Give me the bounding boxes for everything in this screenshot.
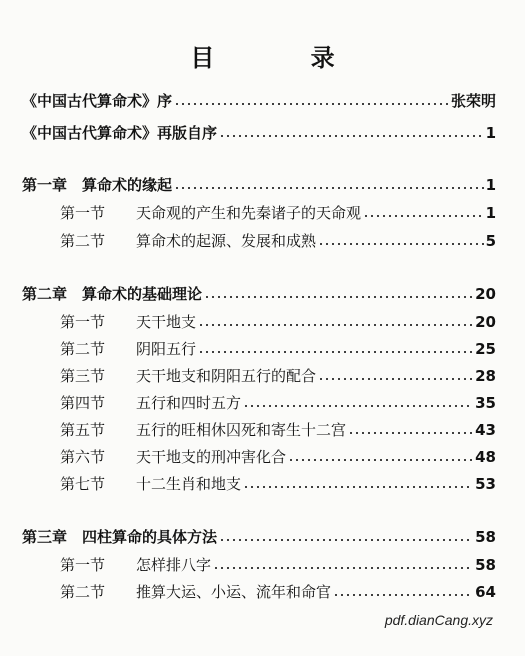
- toc-entry-page: 25: [475, 340, 496, 358]
- toc-section-2-1[interactable]: [60, 313, 496, 331]
- toc-entry-label: 推算大运、小运、流年和命官: [136, 583, 332, 601]
- toc-entry-label: 第三章 四柱算命的具体方法: [22, 528, 218, 546]
- section-number: 第二节: [60, 340, 106, 358]
- toc-entry-label: 天命观的产生和先秦诸子的天命观: [136, 204, 362, 222]
- dot-leader: [333, 593, 473, 597]
- section-number: 第四节: [60, 394, 106, 412]
- dot-leader: [243, 485, 473, 489]
- toc-section-2-7[interactable]: [60, 475, 496, 493]
- toc-entry-page: 64: [475, 583, 496, 601]
- toc-entry-label: 五行和四时五方: [136, 394, 242, 412]
- toc-entry-page: 20: [475, 313, 496, 331]
- toc-entry-label: 天干地支: [136, 313, 197, 331]
- toc-entry-label: 《中国古代算命术》再版自序: [22, 124, 218, 142]
- toc-entry-reprint-preface[interactable]: [22, 124, 496, 142]
- toc-entry-label: 十二生肖和地支: [136, 475, 242, 493]
- toc-entry-label: 天干地支和阴阳五行的配合: [136, 367, 317, 385]
- toc-section-1-1[interactable]: [60, 204, 496, 222]
- toc-entry-page: 1: [485, 204, 496, 222]
- toc-section-2-5[interactable]: [60, 421, 496, 439]
- toc-entry-label: 阴阳五行: [136, 340, 197, 358]
- toc-entry-page: 58: [475, 556, 496, 574]
- section-number: 第二节: [60, 583, 106, 601]
- dot-leader: [174, 186, 484, 190]
- toc-section-2-6[interactable]: [60, 448, 496, 466]
- toc-entry-label: 五行的旺相休囚死和寄生十二宫: [136, 421, 347, 439]
- dot-leader: [219, 538, 473, 542]
- toc-section-2-4[interactable]: [60, 394, 496, 412]
- toc-section-2-3[interactable]: [60, 367, 496, 385]
- dot-leader: [213, 566, 473, 570]
- toc-section-1-2[interactable]: [60, 232, 496, 250]
- toc-entry-label: 天干地支的刑冲害化合: [136, 448, 287, 466]
- toc-entry-label: 第一章 算命术的缘起: [22, 176, 173, 194]
- toc-entry-page: 28: [475, 367, 496, 385]
- dot-leader: [198, 350, 473, 354]
- toc-entry-label: 第二章 算命术的基础理论: [22, 285, 203, 303]
- toc-chapter-2[interactable]: [22, 285, 496, 303]
- toc-entry-preface[interactable]: [22, 92, 496, 110]
- section-number: 第七节: [60, 475, 106, 493]
- toc-entry-page: 1: [485, 176, 496, 194]
- dot-leader: [318, 242, 484, 246]
- toc-chapter-1[interactable]: [22, 176, 496, 194]
- toc-entry-page: 48: [475, 448, 496, 466]
- toc-entry-label: 怎样排八字: [136, 556, 212, 574]
- dot-leader: [288, 458, 473, 462]
- dot-leader: [174, 102, 449, 106]
- toc-entry-label: 《中国古代算命术》序: [22, 92, 173, 110]
- watermark-url: pdf.dianCang.xyz: [384, 612, 493, 628]
- page-title: 目 录: [190, 43, 379, 72]
- toc-entry-page: 43: [475, 421, 496, 439]
- section-number: 第六节: [60, 448, 106, 466]
- dot-leader: [243, 404, 473, 408]
- toc-entry-label: 算命术的起源、发展和成熟: [136, 232, 317, 250]
- dot-leader: [348, 431, 473, 435]
- toc-entry-page: 35: [475, 394, 496, 412]
- section-number: 第一节: [60, 204, 106, 222]
- toc-section-3-2[interactable]: [60, 583, 496, 601]
- section-number: 第三节: [60, 367, 106, 385]
- toc-section-3-1[interactable]: [60, 556, 496, 574]
- dot-leader: [198, 323, 473, 327]
- section-number: 第五节: [60, 421, 106, 439]
- section-number: 第一节: [60, 556, 106, 574]
- toc-entry-page: 5: [485, 232, 496, 250]
- toc-entry-page: 58: [475, 528, 496, 546]
- dot-leader: [204, 295, 473, 299]
- section-number: 第一节: [60, 313, 106, 331]
- toc-section-2-2[interactable]: [60, 340, 496, 358]
- toc-chapter-3[interactable]: [22, 528, 496, 546]
- toc-entry-page: 53: [475, 475, 496, 493]
- dot-leader: [318, 377, 473, 381]
- dot-leader: [363, 214, 484, 218]
- toc-entry-page: 张荣明: [450, 92, 496, 110]
- toc-entry-page: 20: [475, 285, 496, 303]
- section-number: 第二节: [60, 232, 106, 250]
- dot-leader: [219, 134, 484, 138]
- toc-entry-page: 1: [485, 124, 496, 142]
